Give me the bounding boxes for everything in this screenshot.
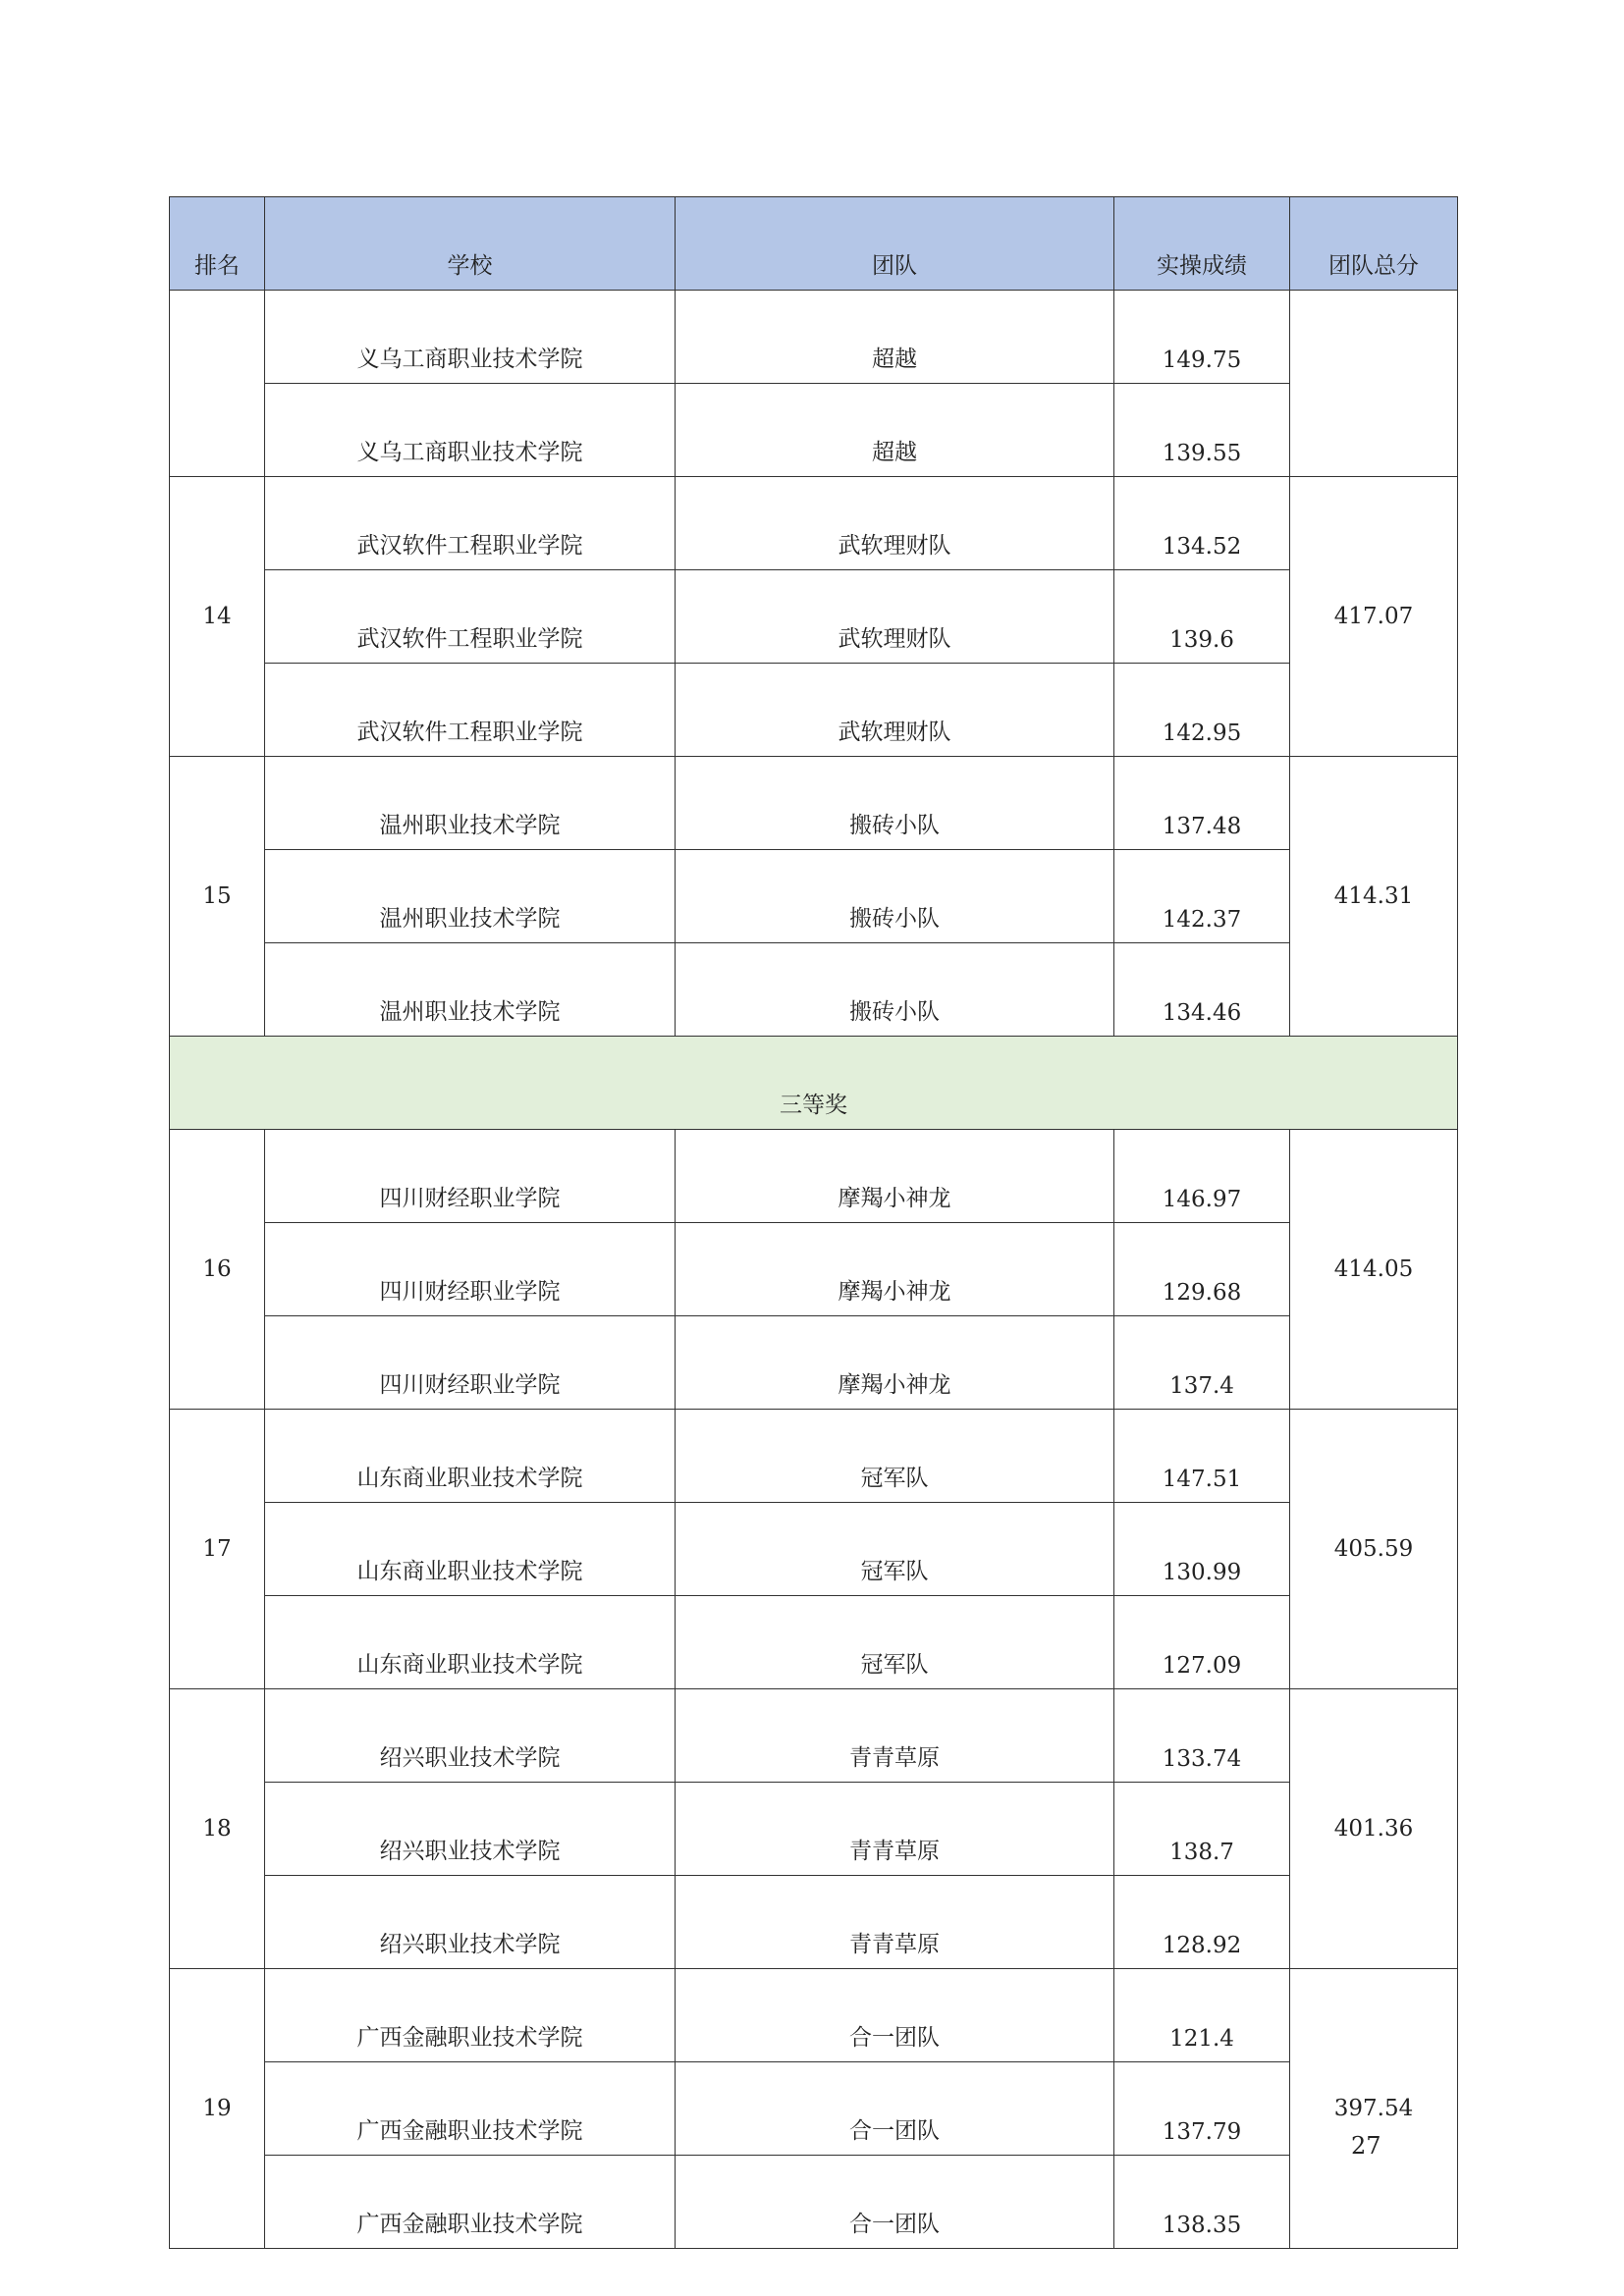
table-row (170, 1689, 1458, 1783)
header-school: 学校 (265, 197, 676, 291)
table-row (170, 1316, 1458, 1410)
school-cell: 四川财经职业学院 (265, 1316, 676, 1410)
award-section-row (170, 1037, 1458, 1130)
table-row (170, 850, 1458, 943)
table-row (170, 1876, 1458, 1969)
score-cell: 146.97 (1114, 1130, 1290, 1223)
school-cell: 广西金融职业技术学院 (265, 1969, 676, 2062)
team-total-cell: 401.36 (1290, 1689, 1458, 1969)
team-total-cell: 397.54 (1290, 1969, 1458, 2249)
score-cell: 139.55 (1114, 384, 1290, 477)
score-cell: 149.75 (1114, 291, 1290, 384)
team-cell: 搬砖小队 (676, 757, 1114, 850)
school-cell: 温州职业技术学院 (265, 757, 676, 850)
school-cell: 广西金融职业技术学院 (265, 2156, 676, 2249)
school-cell: 绍兴职业技术学院 (265, 1783, 676, 1876)
school-cell: 武汉软件工程职业学院 (265, 477, 676, 570)
table-row (170, 477, 1458, 570)
rank-cell: 14 (170, 477, 265, 757)
team-cell: 冠军队 (676, 1596, 1114, 1689)
school-cell: 山东商业职业技术学院 (265, 1596, 676, 1689)
table-row (170, 1503, 1458, 1596)
table-row (170, 2062, 1458, 2156)
team-cell: 合一团队 (676, 1969, 1114, 2062)
team-cell: 合一团队 (676, 2062, 1114, 2156)
score-cell: 130.99 (1114, 1503, 1290, 1596)
rank-cell: 16 (170, 1130, 265, 1410)
table-row (170, 570, 1458, 664)
team-cell: 青青草原 (676, 1783, 1114, 1876)
score-cell: 127.09 (1114, 1596, 1290, 1689)
school-cell: 山东商业职业技术学院 (265, 1503, 676, 1596)
school-cell: 广西金融职业技术学院 (265, 2062, 676, 2156)
team-cell: 摩羯小神龙 (676, 1223, 1114, 1316)
team-cell: 搬砖小队 (676, 850, 1114, 943)
school-cell: 温州职业技术学院 (265, 943, 676, 1037)
table-row (170, 1969, 1458, 2062)
team-cell: 搬砖小队 (676, 943, 1114, 1037)
team-total-cell: 414.31 (1290, 757, 1458, 1037)
score-cell: 142.95 (1114, 664, 1290, 757)
team-cell: 摩羯小神龙 (676, 1130, 1114, 1223)
page-number: 27 (1351, 2132, 1381, 2160)
team-cell: 武软理财队 (676, 570, 1114, 664)
school-cell: 武汉软件工程职业学院 (265, 664, 676, 757)
header-total: 团队总分 (1290, 197, 1458, 291)
school-cell: 绍兴职业技术学院 (265, 1689, 676, 1783)
table-row (170, 2156, 1458, 2249)
school-cell: 温州职业技术学院 (265, 850, 676, 943)
school-cell: 山东商业职业技术学院 (265, 1410, 676, 1503)
score-cell: 133.74 (1114, 1689, 1290, 1783)
score-cell: 121.4 (1114, 1969, 1290, 2062)
table-row (170, 943, 1458, 1037)
table-row (170, 1223, 1458, 1316)
ranking-table (169, 196, 1458, 2249)
team-total-cell (1290, 291, 1458, 477)
team-cell: 青青草原 (676, 1876, 1114, 1969)
score-cell: 139.6 (1114, 570, 1290, 664)
score-cell: 142.37 (1114, 850, 1290, 943)
rank-cell: 19 (170, 1969, 265, 2249)
score-cell: 137.48 (1114, 757, 1290, 850)
award-section-label: 三等奖 (170, 1037, 1458, 1130)
team-cell: 冠军队 (676, 1410, 1114, 1503)
school-cell: 武汉软件工程职业学院 (265, 570, 676, 664)
team-cell: 合一团队 (676, 2156, 1114, 2249)
score-cell: 137.79 (1114, 2062, 1290, 2156)
header-team: 团队 (676, 197, 1114, 291)
table-row (170, 1596, 1458, 1689)
team-cell: 武软理财队 (676, 477, 1114, 570)
table-row (170, 1410, 1458, 1503)
team-total-cell: 417.07 (1290, 477, 1458, 757)
score-cell: 128.92 (1114, 1876, 1290, 1969)
rank-cell: 17 (170, 1410, 265, 1689)
school-cell: 义乌工商职业技术学院 (265, 291, 676, 384)
score-cell: 134.46 (1114, 943, 1290, 1037)
table-row (170, 1783, 1458, 1876)
team-cell: 冠军队 (676, 1503, 1114, 1596)
table-body (170, 291, 1458, 2249)
table-row (170, 757, 1458, 850)
team-total-cell: 414.05 (1290, 1130, 1458, 1410)
score-cell: 134.52 (1114, 477, 1290, 570)
table-row (170, 384, 1458, 477)
score-cell: 138.7 (1114, 1783, 1290, 1876)
table-row (170, 291, 1458, 384)
rank-cell: 18 (170, 1689, 265, 1969)
team-total-cell: 405.59 (1290, 1410, 1458, 1689)
header-rank: 排名 (170, 197, 265, 291)
table-row (170, 664, 1458, 757)
rank-cell: 15 (170, 757, 265, 1037)
table-row (170, 1130, 1458, 1223)
score-cell: 147.51 (1114, 1410, 1290, 1503)
header-score: 实操成绩 (1114, 197, 1290, 291)
score-cell: 138.35 (1114, 2156, 1290, 2249)
score-cell: 129.68 (1114, 1223, 1290, 1316)
score-cell: 137.4 (1114, 1316, 1290, 1410)
header-row (170, 197, 1458, 291)
school-cell: 绍兴职业技术学院 (265, 1876, 676, 1969)
team-cell: 超越 (676, 291, 1114, 384)
rank-cell (170, 291, 265, 477)
school-cell: 义乌工商职业技术学院 (265, 384, 676, 477)
team-cell: 武软理财队 (676, 664, 1114, 757)
school-cell: 四川财经职业学院 (265, 1223, 676, 1316)
team-cell: 摩羯小神龙 (676, 1316, 1114, 1410)
team-cell: 青青草原 (676, 1689, 1114, 1783)
team-cell: 超越 (676, 384, 1114, 477)
school-cell: 四川财经职业学院 (265, 1130, 676, 1223)
